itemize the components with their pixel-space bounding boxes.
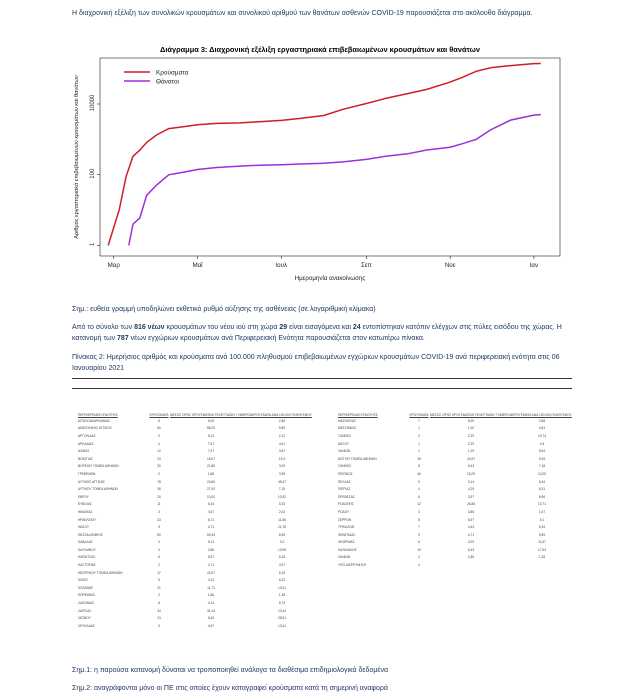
table-cell: ΧΑΝΙΩΝ [338,449,351,454]
table-row [338,493,572,501]
series-line-cases [108,64,541,246]
x-tick-label: Σεπ [360,262,372,269]
table-cell: 3,88 [538,418,546,423]
chart-note: Σημ.: ευθεία γραμμή υποδηλώνει εκθετικό ρυθμό αύξησης της ασθένειας (σε λογαριθμική κλίμακα) [72,306,376,313]
table-cell: ΠΙΕΡΙΑΣ [338,487,351,492]
table-cell: 59,43 [207,532,215,537]
table-cell: 5,33 [278,502,286,507]
table-cell: 12 [157,449,161,454]
stats-text: είναι εισαγόμενα και [287,324,353,331]
chart-figure [60,40,580,300]
table-cell: 4 [158,547,160,552]
table-cell: ΡΟΔΟΥ [338,509,350,514]
table-row [338,523,572,531]
table-cell: ΝΟΤΙΟΥ ΤΟΜΕΑ ΑΘΗΝΩΝ [338,456,377,461]
new-cases-count: 816 νέων [134,324,165,331]
table-cell: 5,14 [207,433,215,438]
table-cell: 3,57 [467,494,475,499]
table-cell: ΚΙΛΚΙΣ [78,578,89,583]
table-row [78,493,312,501]
table-cell: 33 [157,517,161,522]
table-cell: 1 [418,449,420,454]
stats-paragraph [72,322,592,344]
table-cell: 34 [157,608,161,613]
table-cell: ΜΑΓΝΗΣΙΑΣ [338,418,357,423]
table-cell: ΔΥΤΙΚΗΣ ΑΤΤΙΚΗΣ [78,479,106,484]
table-row [78,539,312,547]
table-cell: 3,97 [278,563,286,568]
table-row [78,508,312,516]
table-cell: 23 [157,456,161,461]
table-row [78,463,312,471]
table-cell: 2 [418,555,420,560]
table-cell: 1 [418,426,420,431]
table-cell: 4 [418,563,420,568]
table-cell: ΗΡΑΚΛΕΙΟΥ [78,517,97,522]
table-row [78,485,312,493]
table-row [78,501,312,509]
table-cell: 6,34 [538,525,546,530]
table-row [78,470,312,478]
table-row [338,425,572,433]
table-cell: 6,96 [538,494,546,499]
table-cell: ΠΕΛΛΑΣ [338,479,351,484]
table-cell: 11,71 [207,585,215,590]
table-cell: ΣΕΡΡΩΝ [338,517,352,522]
table-cell: 2,29 [467,441,475,446]
table-cell: 8,73 [278,601,286,606]
table-cell: ΑΡΓΟΛΙΔΑΣ [78,433,96,438]
table-cell: 9,89 [278,426,286,431]
legend-label: Κρούσματα [156,69,189,77]
table-cell: ΘΕΣΣΑΛΟΝΙΚΗΣ [78,532,103,537]
table-cell: ΕΥΒΟΙΑΣ [78,502,92,507]
table-cell: 9 [418,532,420,537]
table-cell: 11,67 [538,540,546,545]
table-row [78,440,312,448]
table-cell: ΝΑΞΟΥ [338,441,350,446]
divider [72,378,572,379]
table-cell: ΚΑΣΤΟΡΙΑΣ [78,563,96,568]
column-header: ΚΡΟΥΣΜΑΤΑ ΑΝΑ 100.000 ΠΛΗΘΥΣΜΟΥ [252,413,312,417]
table-cell: 6,43 [467,464,475,469]
table-cell: 24 [157,616,161,621]
plot-frame [100,58,560,256]
column-header: ΚΡΟΥΣΜΑΤΑ ΑΝΑ 100.000 ΠΛΗΘΥΣΜΟΥ [512,413,572,417]
table-cell: 12 [417,502,421,507]
table-cell: 5 [158,578,160,583]
table-row [338,531,572,539]
x-tick-label: Ιαν [529,262,539,269]
line-chart [60,40,580,300]
table-cell: 6,44 [538,479,546,484]
table-row [338,447,572,455]
table-cell: 10,00 [207,494,215,499]
table-cell: 4,71 [207,563,215,568]
table-cell: 4 [158,540,160,545]
table-cell: ΚΑΡΔΙΤΣΑΣ [78,555,96,560]
table-row [78,614,312,622]
imported-count: 29 [279,324,288,331]
table-cell: 17,54 [538,547,546,552]
table-row [78,576,312,584]
table-cell: 7,57 [207,441,215,446]
stats-text: κρουσμάτων του νέου ιού στη χώρα [164,324,280,331]
x-tick-label: Μαρ [107,262,120,269]
divider [72,388,572,389]
stats-text: Από το σύνολο των [72,324,135,331]
table-cell: 19,74 [538,433,546,438]
table-row [338,417,572,425]
intro-paragraph: Η διαχρονική εξέλιξη των συνολικών κρουσμάτων και συνολικού αριθμού των θανάτων ασθενών COVID-19 παρουσιάζεται στο ακόλουθο διάγραμμα. [72,10,533,17]
regions-table-right [338,408,572,569]
table-cell: 30 [157,464,161,469]
stats-text: νέων εγχώριων κρουσμάτων ανά Περιφερειακή Ενότητα παρουσιάζεται στον κατωτέρω πίνακα. [128,335,425,342]
series-line-deaths [129,115,541,246]
table-cell: ΧΑΝΙΩΝ [338,555,351,560]
table-cell: 6,15 [278,570,286,575]
table-cell: 5,43 [467,547,475,552]
y-tick-label: 100 [90,168,96,179]
table-cell: 48,47 [278,479,286,484]
table-cell: ΑΙΤΩΛΟΑΚΑΡΝΑΝΙΑΣ [78,418,110,423]
table-row [338,455,572,463]
table-cell: 3,14 [467,479,475,484]
table-cell: 4,57 [207,509,215,514]
column-header: ΚΡΟΥΣΜΑΤΑ [409,413,429,417]
table-cell: 3,2 [279,540,285,545]
table-cell [430,561,512,569]
table-cell: 15,57 [207,456,215,461]
table-cell: 4,71 [467,532,475,537]
table-cell: 2 [158,563,160,568]
table-cell: 3 [158,623,160,628]
table-cell: 5 [418,517,420,522]
table-row [78,478,312,486]
table-cell: 1,67 [538,509,546,514]
table-cell: 46 [417,471,421,476]
table-cell: 60 [157,426,161,431]
table-cell: 5,39 [538,456,546,461]
table-cell: 2,03 [278,509,286,514]
table-cell: 6,43 [207,502,215,507]
table-cell: 3 [418,509,420,514]
table-cell: ΑΡΚΑΔΙΑΣ [78,441,94,446]
table-cell: 78 [157,479,161,484]
table-cell: ΛΕΣΒΟΥ [78,616,91,621]
table-cell: 4,8 [539,441,545,446]
table-cell: 21,78 [278,525,286,530]
table-row [338,432,572,440]
table-cell: 1,38 [278,593,286,598]
table-cell: 18,29 [467,471,475,476]
y-axis-label: Αριθμός εργαστηριακά επιβεβαιωμένων κρουσμάτων και θανάτων [74,75,80,239]
table-cell: 3,87 [278,449,286,454]
table-row [338,539,572,547]
table-cell: ΑΧΑΪΑΣ [78,449,90,454]
table-cell: 20 [157,494,161,499]
table-cell: 11,56 [278,517,286,522]
table-row [78,425,312,433]
table-row [78,523,312,531]
table-cell: 2,86 [207,547,215,552]
table-cell: 4,14 [207,601,215,606]
table-row [338,516,572,524]
table-row [78,432,312,440]
table-cell: 28 [417,456,421,461]
table-cell: ΥΠΟ ΔΙΕΡΕΥΝΗΣΗ [338,563,367,568]
table-row [338,501,572,509]
table-cell: 8 [158,601,160,606]
table-cell: 7,57 [207,449,215,454]
table-row [338,508,572,516]
table-cell: 31,14 [207,608,215,613]
table-row [78,561,312,569]
table-cell: ΔΥΤΙΚΟΥ ΤΟΜΕΑ ΑΘΗΝΩΝ [78,487,118,492]
table-cell: ΧΑΛΚΙΔΙΚΗΣ [338,547,357,552]
table-cell: 4,29 [467,487,475,492]
table-cell: 10,71 [538,502,546,507]
table-cell: 3 [158,525,160,530]
table-cell: 4,43 [467,525,475,530]
table-cell: 3,29 [467,540,475,545]
table-row [78,447,312,455]
table-cell: ΛΕΥΚΑΔΑΣ [78,623,95,628]
table-cell: 7,18 [538,464,546,469]
table-cell: 3,86 [467,509,475,514]
table-cell: ΛΑΡΙΣΑΣ [78,608,92,613]
table-cell: 6,71 [207,517,215,522]
stats-text: εντοπίστηκαν κατόπιν ελέγχων στις πύλες εισόδου της χώρας. Η κατανομή των [72,324,562,342]
table-cell: 8 [418,464,420,469]
table-cell: 7 [418,418,420,423]
x-axis-label: Ημερομηνία ανακοίνωσης [294,275,366,282]
table-cell: ΦΘΙΩΤΙΔΑΣ [338,532,356,537]
table-cell: 4,61 [278,441,286,446]
x-tick-label: Μαΐ [192,262,203,269]
table-cell: 2,86 [467,555,475,560]
column-header: ΜΕΣΟΣ ΟΡΟΣ ΚΡΟΥΣΜΑΤΩΝ ΤΕΛΕΥΤΑΙΩΝ 7 ΗΜΕΡΩΝ [430,413,512,417]
table-cell: 4 [158,441,160,446]
table-title: Πίνακας 2: Ημερήσιος αριθμός και κρούσματα ανά 100.000 πληθυσμού επιβεβαιωμένων εγχώριων κρουσμάτων COVID-19 ανά περιφερειακή ενότητα στις 06 Ιανουαρίου 2021 [72,354,560,372]
table-cell: 6,31 [538,487,546,492]
table-cell: 47 [157,570,161,575]
table-row [338,485,572,493]
table-cell: ΕΒΡΟΥ [78,494,89,499]
table-cell: 7,15 [278,487,286,492]
table-row [78,554,312,562]
table-cell: 0,63 [538,426,546,431]
table-cell: ΒΟΡΕΙΟΥ ΤΟΜΕΑ ΑΘΗΝΩΝ [78,464,119,469]
table-cell: 2 [158,433,160,438]
table-cell: 6 [158,555,160,560]
table-cell [512,561,572,569]
table-cell: ΚΑΛΥΜΝΟΥ [78,547,96,552]
table-cell: ΤΡΙΚΑΛΩΝ [338,525,355,530]
table-cell: ΠΕΙΡΑΙΩΣ [338,471,353,476]
table-cell: ΛΑΚΩΝΙΑΣ [78,601,95,606]
table-cell: 6,00 [467,418,475,423]
table-cell: 6,43 [207,616,215,621]
table-cell: 5,1 [539,517,545,522]
table-cell: 5,28 [278,555,286,560]
table-cell: 36 [157,487,161,492]
table-cell: ΠΡΕΒΕΖΑΣ [338,494,355,499]
table-cell: 8,54 [538,449,546,454]
table-cell: 2 [158,593,160,598]
table-cell: 2,12 [278,433,286,438]
table-row [78,516,312,524]
table-cell: 1,86 [207,593,215,598]
table-cell: 24,57 [467,456,475,461]
column-header: ΚΡΟΥΣΜΑΤΑ [149,413,169,417]
table-cell: 7 [418,525,420,530]
table-cell: 8,96 [278,532,286,537]
table-cell: 13,41 [278,623,286,628]
table-cell: 6,57 [467,517,475,522]
column-header: ΠΕΡΙΦΕΡΕΙΑΚΗ ΕΝΟΤΗΤΑ [338,413,378,417]
table-row [338,440,572,448]
table-cell: ΑΝΑΤΟΛΙΚΗΣ ΑΤΤΙΚΗΣ [78,426,112,431]
table-row [78,607,312,615]
table-cell: 9 [418,479,420,484]
table-row [78,569,312,577]
table-cell: 13,52 [278,494,286,499]
table-row [338,463,572,471]
table-cell: 2 [418,433,420,438]
table-cell: ΚΟΡΙΝΘΙΑΣ [78,593,96,598]
table-cell: 11 [157,502,161,507]
table-cell: 6 [158,418,160,423]
table-cell: 6 [418,540,420,545]
y-tick-label: 10000 [90,94,96,112]
table-cell: 2 [158,471,160,476]
y-tick-label: 1 [90,242,96,247]
regions-table-left [78,408,312,630]
table-cell: 27,00 [207,487,215,492]
table-cell: 10,44 [278,608,286,613]
table-cell: 10,25 [538,471,546,476]
table-cell: 4,57 [207,623,215,628]
table-cell: ΓΡΕΒΕΝΩΝ [78,471,96,476]
footnote-1: Σημ.1: η παρούσα κατανομή δύναται να τροποποιηθεί ανάλογα τα διαθέσιμα επιδημιολογικά δεδομένα [72,667,389,674]
chart-title: Διάγραμμα 3: Διαχρονική εξέλιξη εργαστηριακά επιβεβαιωμένων κρουσμάτων και θανάτων [160,45,480,54]
table-cell: 55,29 [207,426,215,431]
table-cell: 19,3 [278,456,286,461]
column-header: ΜΕΣΟΣ ΟΡΟΣ ΚΡΟΥΣΜΑΤΩΝ ΤΕΛΕΥΤΑΙΩΝ 7 ΗΜΕΡΩΝ [170,413,252,417]
table-cell: 2,29 [467,433,475,438]
table-cell: 6,22 [278,578,286,583]
table-cell: 3,09 [278,464,286,469]
table-cell: 21 [157,585,161,590]
table-cell: 2,86 [278,418,286,423]
table-cell: 21,86 [207,464,215,469]
footnote-2: Σημ.2: αναγράφονται μόνο οι ΠΕ στις οποίες έχουν καταγραφεί κρούσματα κατά τη σημερινή αναφορά [72,685,388,692]
table-cell: 1,29 [467,449,475,454]
table-row [78,592,312,600]
table-cell: 5,57 [207,555,215,560]
x-tick-label: Νοε [444,262,456,269]
table-row [338,478,572,486]
table-cell: ΚΟΖΑΝΗΣ [78,585,94,590]
table-cell: ΡΟΔΟΠΗΣ [338,502,354,507]
table-cell: 3 [158,509,160,514]
table-row [78,531,312,539]
table-row [78,455,312,463]
table-cell: 1 [418,441,420,446]
table-cell: 13,98 [278,547,286,552]
table-cell: 4,14 [207,578,215,583]
table-cell: ΞΑΝΘΗΣ [338,433,352,438]
domestic-count: 787 [117,335,129,342]
table-cell: 6,00 [207,418,215,423]
table-cell: 20,86 [207,479,215,484]
table-cell: 1,28 [538,555,546,560]
table-row [338,546,572,554]
table-row [78,599,312,607]
table-cell: 6 [418,494,420,499]
table-cell: ΒΟΙΩΤΙΑΣ [78,456,93,461]
table-cell: 4,71 [207,525,215,530]
table-cell: ΚΕΝΤΡΙΚΟΥ ΤΟΜΕΑ ΑΘΗΝΩΝ [78,570,123,575]
table-cell: 19 [417,547,421,552]
table-cell: 5,14 [207,540,215,545]
table-row [78,546,312,554]
table-row [338,470,572,478]
column-header: ΠΕΡΙΦΕΡΕΙΑΚΗ ΕΝΟΤΗΤΑ [78,413,118,417]
table-cell: 13,51 [278,585,286,590]
table-cell: 3,95 [278,471,286,476]
table-cell: 42,57 [207,570,215,575]
legend-label: Θάνατοι [156,78,179,86]
border-count: 24 [352,324,361,331]
x-tick-label: Ιουλ [275,262,288,269]
table-cell: 1,00 [467,426,475,431]
table-cell: ΜΕΣΣΗΝΙΑΣ [338,426,357,431]
table-cell: 1,86 [207,471,215,476]
table-cell: 4 [418,487,420,492]
table-cell: ΘΑΣΟΥ [78,525,90,530]
table-row [78,622,312,630]
table-cell: ΗΜΑΘΙΑΣ [78,509,93,514]
table-cell: 5,89 [538,532,546,537]
table-cell: 28,51 [278,616,286,621]
table-row [78,417,312,425]
table-row [338,561,572,569]
table-cell: ΞΑΝΘΗΣ [338,464,352,469]
table-row [338,554,572,562]
table-cell: ΦΛΩΡΙΝΑΣ [338,540,355,545]
table-cell: 26,86 [467,502,475,507]
table-row [78,584,312,592]
table-cell: 80 [157,532,161,537]
table-cell: ΚΑΒΑΛΑΣ [78,540,93,545]
